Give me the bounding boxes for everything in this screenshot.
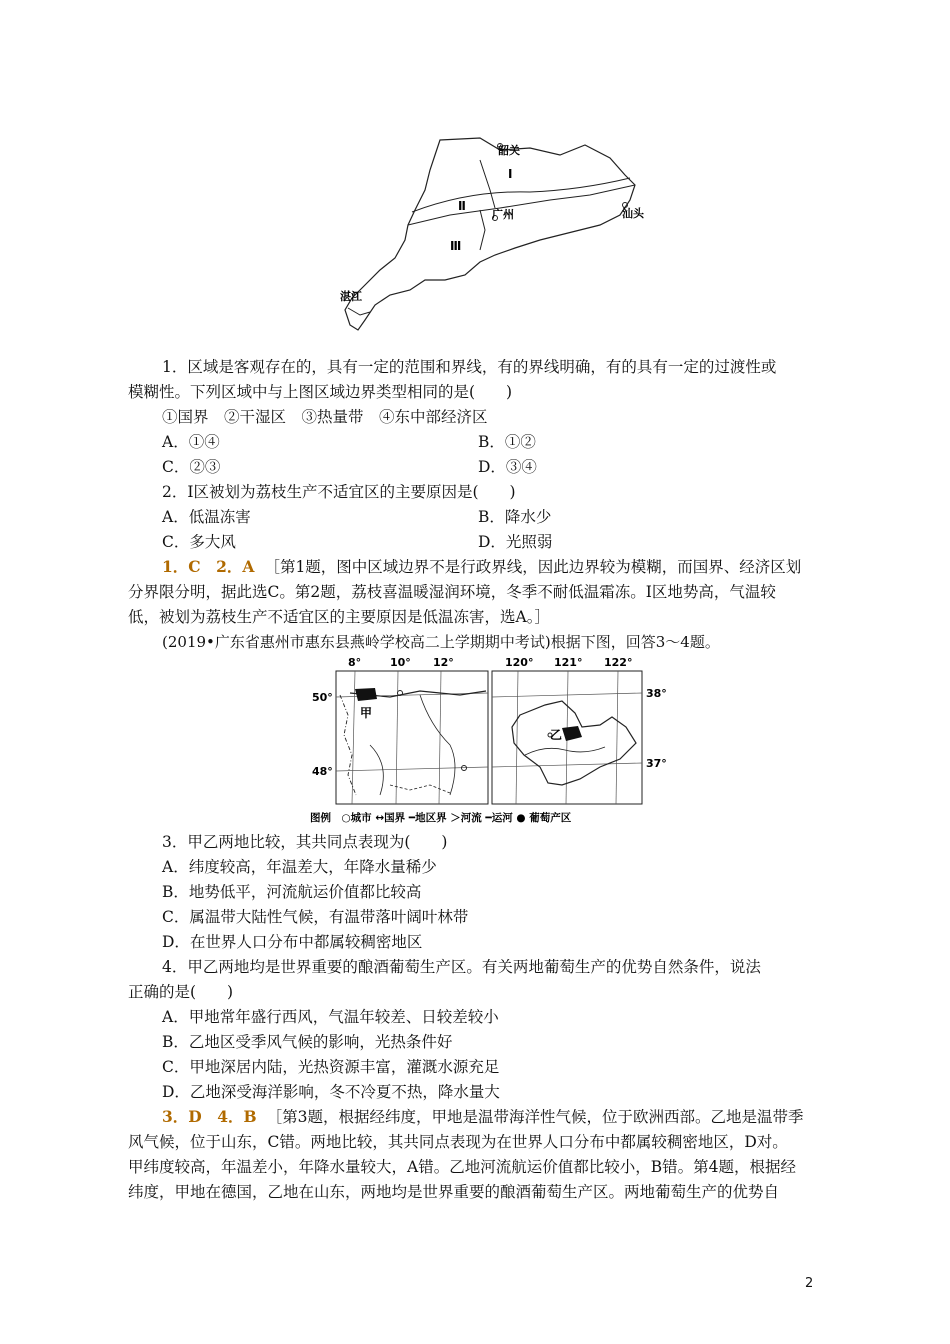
q2-option-b: B．降水少 bbox=[478, 508, 552, 526]
q4-option-d: D．乙地深受海洋影响，冬不冷夏不热，降水量大 bbox=[162, 1083, 500, 1101]
right-lon-122: 122° bbox=[604, 656, 633, 669]
label-shaoguan: 韶关 bbox=[498, 144, 520, 157]
right-lon-120: 120° bbox=[505, 656, 534, 669]
q2-option-a: A．低温冻害 bbox=[162, 508, 251, 526]
grape-region-maps bbox=[300, 655, 680, 830]
guangdong-region-map bbox=[330, 130, 650, 340]
q1-option-a: A．①④ bbox=[162, 433, 220, 451]
label-region-2: Ⅱ bbox=[458, 199, 466, 213]
answer-1-2-line1 bbox=[162, 555, 862, 579]
q1-option-d: D．③④ bbox=[478, 458, 537, 476]
map-legend: 图例 ○城市 ↔国界 ━地区界 ＞河流 ━运河 ● 葡萄产区 bbox=[310, 812, 572, 824]
q3-option-d: D．在世界人口分布中都属较稠密地区 bbox=[162, 933, 423, 951]
answer-3-4-key: 3．D 4．B bbox=[162, 1107, 257, 1126]
q1-option-c: C．②③ bbox=[162, 458, 221, 476]
answer-3-4-line3: 甲纬度较高，年温差小，年降水量较大，A错。乙地河流航运价值都比较小，B错。第4题，根据经 bbox=[128, 1158, 796, 1176]
label-region-1: Ⅰ bbox=[508, 167, 513, 181]
answer-3-4-line1 bbox=[162, 1105, 862, 1129]
answer-1-2-line2: 分界限分明，据此选C。第2题，荔枝喜温暖湿润环境，冬季不耐低温霜冻。Ⅰ区地势高，气温较 bbox=[128, 583, 776, 601]
right-lat-38: 38° bbox=[646, 687, 667, 700]
q3-option-c: C．属温带大陆性气候，有温带落叶阔叶林带 bbox=[162, 908, 469, 926]
q3-stem: 3．甲乙两地比较，其共同点表现为( ) bbox=[162, 833, 448, 851]
label-guangzhou: 广州 bbox=[492, 208, 514, 221]
label-zhanjiang: 湛江 bbox=[340, 290, 362, 303]
left-map-panel bbox=[312, 656, 488, 804]
q1-items: ①国界 ②干湿区 ③热量带 ④东中部经济区 bbox=[162, 408, 488, 426]
q1-stem-line1: 1．区域是客观存在的，具有一定的范围和界线，有的界线明确，有的具有一定的过渡性或 bbox=[162, 358, 777, 376]
q1-option-b: B．①② bbox=[478, 433, 536, 451]
right-lon-121: 121° bbox=[554, 656, 583, 669]
place-jia: 甲 bbox=[360, 706, 373, 720]
left-lon-10: 10° bbox=[390, 656, 411, 669]
answer-1-2-line3: 低，被划为荔枝生产不适宜区的主要原因是低温冻害，选A。］ bbox=[128, 608, 550, 626]
q4-option-a: A．甲地常年盛行西风，气温年较差、日较差较小 bbox=[162, 1008, 499, 1026]
q1-stem-line2: 模糊性。下列区域中与上图区域边界类型相同的是( ) bbox=[128, 383, 513, 401]
q4-option-b: B．乙地区受季风气候的影响，光热条件好 bbox=[162, 1033, 453, 1051]
answer-3-4-line4: 纬度，甲地在德国，乙地在山东，两地均是世界重要的酿酒葡萄生产区。两地葡萄生产的优势自 bbox=[128, 1183, 780, 1201]
source-line: (2019•广东省惠州市惠东县燕岭学校高二上学期期中考试)根据下图，回答3～4题。 bbox=[162, 633, 720, 651]
q4-option-c: C．甲地深居内陆，光热资源丰富，灌溉水源充足 bbox=[162, 1058, 500, 1076]
label-region-3: Ⅲ bbox=[450, 239, 462, 253]
answer-1-2-key: 1．C 2．A bbox=[162, 557, 255, 576]
q4-stem-line2: 正确的是( ) bbox=[128, 983, 234, 1001]
left-lon-12: 12° bbox=[433, 656, 454, 669]
q3-option-b: B．地势低平，河流航运价值都比较高 bbox=[162, 883, 422, 901]
q2-stem: 2．Ⅰ区被划为荔枝生产不适宜区的主要原因是( ) bbox=[162, 483, 516, 501]
left-lat-50: 50° bbox=[312, 691, 333, 704]
q4-stem-line1: 4．甲乙两地均是世界重要的酿酒葡萄生产区。有关两地葡萄生产的优势自然条件，说法 bbox=[162, 958, 761, 976]
q2-option-d: D．光照弱 bbox=[478, 533, 553, 551]
right-lat-37: 37° bbox=[646, 757, 667, 770]
answer-1-2-text1: ［第1题，图中区域边界不是行政界线，因此边界较为模糊，而国界、经济区划 bbox=[264, 558, 802, 576]
left-lon-8: 8° bbox=[348, 656, 362, 669]
q3-option-a: A．纬度较高，年温差大，年降水量稀少 bbox=[162, 858, 437, 876]
page-number: 2 bbox=[805, 1276, 814, 1291]
place-yi: 乙 bbox=[550, 728, 563, 742]
answer-3-4-text1: ［第3题，根据经纬度，甲地是温带海洋性气候，位于欧洲西部。乙地是温带季 bbox=[266, 1108, 804, 1126]
right-map-panel bbox=[492, 656, 667, 804]
label-shantou: 汕头 bbox=[622, 207, 644, 220]
q2-option-c: C．多大风 bbox=[162, 533, 236, 551]
left-lat-48: 48° bbox=[312, 765, 333, 778]
answer-3-4-line2: 风气候，位于山东，C错。两地比较，其共同点表现为在世界人口分布中都属较稠密地区，D对。 bbox=[128, 1133, 788, 1151]
